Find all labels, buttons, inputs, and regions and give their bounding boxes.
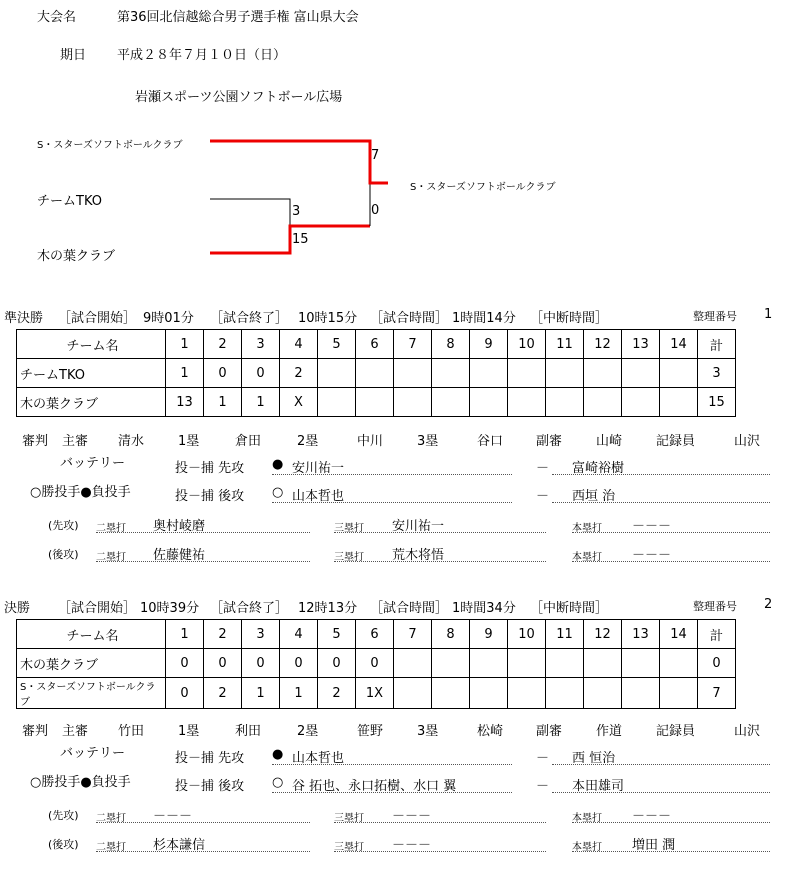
inning-score — [356, 388, 394, 417]
game1-scorer-label: 記録員 — [656, 434, 696, 449]
game2-sub-umpire: 作道 — [596, 724, 623, 739]
inning-score — [546, 388, 584, 417]
inning-score: 1X — [356, 678, 394, 709]
game2-hits1-double: －－－ — [153, 809, 193, 824]
game1-second-umpire: 中川 — [357, 434, 384, 449]
inning-header: 11 — [546, 330, 584, 359]
inning-score: 2 — [280, 359, 318, 388]
inning-score — [394, 649, 432, 678]
bracket-team-konoha: 木の葉クラブ — [37, 249, 116, 264]
inning-header: 2 — [204, 330, 242, 359]
inning-header: 6 — [356, 620, 394, 649]
game2-battery2-dash: － — [536, 779, 550, 794]
inning-score — [660, 359, 698, 388]
game2-sub-label: 副審 — [536, 724, 563, 739]
game2-end-label: ［試合終了］ — [210, 601, 289, 616]
game2-ref-no: 2 — [764, 597, 773, 612]
game1-third-umpire: 谷口 — [477, 434, 504, 449]
total-score: 7 — [698, 678, 736, 709]
game1-third-label: 3塁 — [417, 434, 439, 449]
scoreboard-header-row — [17, 620, 736, 649]
game1-hits2-hr-label: 本塁打 — [572, 552, 602, 563]
game2-duration: 1時間34分 — [452, 601, 516, 616]
inning-score — [318, 388, 356, 417]
game2-battery2-pitcher: 谷 拓也、永口拓樹、水口 翼 — [292, 779, 457, 794]
game2-hits2-hr-label: 本塁打 — [572, 842, 602, 853]
inning-header: 8 — [432, 330, 470, 359]
venue: 岩瀬スポーツ公園ソフトボール広場 — [135, 90, 343, 105]
bracket-lines — [0, 0, 800, 300]
team-header: チーム名 — [17, 620, 166, 649]
game2-scorer-label: 記録員 — [656, 724, 696, 739]
inning-header: 5 — [318, 620, 356, 649]
bracket-line-tko — [210, 199, 290, 226]
inning-score: 13 — [166, 388, 204, 417]
game2-hits2-triple: －－－ — [392, 838, 432, 853]
event-label: 大会名 — [37, 10, 77, 25]
game1-start-label: ［試合開始］ — [58, 311, 137, 326]
game1-hits2-double: 佐藤健祐 — [153, 548, 206, 563]
inning-score — [508, 359, 546, 388]
inning-score: 0 — [318, 649, 356, 678]
bracket-team-tko: チームTKO — [37, 194, 102, 209]
game2-interrupt-label: ［中断時間］ — [530, 601, 609, 616]
game1-battery1-mark: ● — [272, 457, 284, 472]
game1-hits2-double-label: 二塁打 — [96, 552, 126, 563]
game2-hits1-double-label: 二塁打 — [96, 813, 126, 824]
game2-start-label: ［試合開始］ — [58, 601, 137, 616]
inning-score — [660, 388, 698, 417]
game1-ref-no: 1 — [764, 307, 773, 322]
inning-score — [584, 359, 622, 388]
inning-score: 1 — [204, 388, 242, 417]
game2-battery1-dash: － — [536, 751, 550, 766]
game2-scorer: 山沢 — [734, 724, 761, 739]
inning-header: 2 — [204, 620, 242, 649]
inning-score — [318, 359, 356, 388]
inning-score: 0 — [280, 649, 318, 678]
game1-battery1-catcher: 富崎裕樹 — [572, 461, 625, 476]
inning-header: 12 — [584, 620, 622, 649]
game1-hits1-side: (先攻) — [48, 519, 79, 532]
game1-hits2-side: (後攻) — [48, 548, 79, 561]
game2-hits2-double: 杉本謙信 — [153, 838, 206, 853]
game1-plate-umpire: 清水 — [118, 434, 145, 449]
game1-round: 準決勝 — [4, 311, 44, 326]
inning-header: 3 — [242, 620, 280, 649]
game2-first-umpire: 利田 — [235, 724, 262, 739]
inning-score — [660, 678, 698, 709]
inning-score — [432, 649, 470, 678]
inning-header: 12 — [584, 330, 622, 359]
inning-score: 0 — [166, 649, 204, 678]
game2-battery1-label: 投－捕 先攻 — [175, 751, 245, 766]
game2-hits2-double-label: 二塁打 — [96, 842, 126, 853]
team-name: 木の葉クラブ — [17, 388, 166, 417]
game2-third-label: 3塁 — [417, 724, 439, 739]
game1-umpire-label: 審判 — [22, 434, 49, 449]
game1-battery2-mark: ○ — [272, 485, 284, 500]
game2-round: 決勝 — [4, 601, 31, 616]
game1-hits1-double-label: 二塁打 — [96, 523, 126, 534]
bracket-final-score-stars: 7 — [371, 148, 380, 163]
inning-header: 10 — [508, 330, 546, 359]
team-name: 木の葉クラブ — [17, 649, 166, 678]
scoreboard-header-row — [17, 330, 736, 359]
game2-battery2-label: 投－捕 後攻 — [175, 779, 245, 794]
inning-score — [470, 678, 508, 709]
bracket-team-stars: S・スターズソフトボールクラブ — [37, 140, 183, 151]
game2-hits1-triple: －－－ — [392, 809, 432, 824]
bracket-semi-score-konoha: 15 — [292, 232, 309, 247]
inning-score — [622, 388, 660, 417]
game2-battery1-pitcher: 山本哲也 — [292, 751, 345, 766]
bracket-semi-score-tko: 3 — [292, 204, 301, 219]
game2-hits1-triple-label: 三塁打 — [334, 813, 364, 824]
team-name: チームTKO — [17, 359, 166, 388]
game2-first-label: 1塁 — [178, 724, 200, 739]
inning-header: 6 — [356, 330, 394, 359]
game2-hits1-hr: －－－ — [632, 809, 672, 824]
game1-plate-label: 主審 — [62, 434, 89, 449]
inning-score — [584, 649, 622, 678]
game1-hits2-hr: －－－ — [632, 548, 672, 563]
inning-score: 0 — [356, 649, 394, 678]
game1-hits2-triple-label: 三塁打 — [334, 552, 364, 563]
inning-header: 7 — [394, 330, 432, 359]
inning-header: 9 — [470, 620, 508, 649]
game2-battery-label: バッテリー — [60, 746, 126, 761]
game2-battery2-mark: ○ — [272, 775, 284, 790]
total-score: 0 — [698, 649, 736, 678]
game2-battery2-catcher: 本田雄司 — [572, 779, 625, 794]
inning-score: 0 — [242, 359, 280, 388]
game1-first-label: 1塁 — [178, 434, 200, 449]
inning-score — [622, 678, 660, 709]
game1-end-label: ［試合終了］ — [210, 311, 289, 326]
inning-score — [508, 388, 546, 417]
game1-start: 9時01分 — [143, 311, 194, 326]
game2-duration-label: ［試合時間］ — [370, 601, 449, 616]
game2-hits2-triple-label: 三塁打 — [334, 842, 364, 853]
total-score: 3 — [698, 359, 736, 388]
date-value: 平成２８年７月１０日（日） — [117, 48, 287, 63]
game1-battery2-catcher: 西垣 治 — [572, 489, 616, 504]
game2-second-label: 2塁 — [297, 724, 319, 739]
table-row — [17, 649, 736, 678]
inning-header: 4 — [280, 620, 318, 649]
game1-battery2-pitcher: 山本哲也 — [292, 489, 345, 504]
game2-hits1-side: (先攻) — [48, 809, 79, 822]
inning-score — [584, 678, 622, 709]
game1-second-label: 2塁 — [297, 434, 319, 449]
inning-header: 9 — [470, 330, 508, 359]
inning-score: 2 — [318, 678, 356, 709]
game1-first-umpire: 倉田 — [235, 434, 262, 449]
inning-score — [432, 388, 470, 417]
inning-score: 1 — [166, 359, 204, 388]
bracket-winner: S・スターズソフトボールクラブ — [410, 182, 556, 193]
inning-header: 1 — [166, 330, 204, 359]
inning-score: 1 — [242, 678, 280, 709]
inning-header: 13 — [622, 330, 660, 359]
game2-umpire-label: 審判 — [22, 724, 49, 739]
game1-ref-label: 整理番号 — [693, 310, 737, 323]
inning-score — [356, 359, 394, 388]
game2-plate-label: 主審 — [62, 724, 89, 739]
total-header: 計 — [698, 620, 736, 649]
inning-header: 11 — [546, 620, 584, 649]
inning-score — [546, 678, 584, 709]
game2-end: 12時13分 — [298, 601, 358, 616]
game2-battery1-mark: ● — [272, 747, 284, 762]
inning-header: 10 — [508, 620, 546, 649]
bracket-line-konoha — [210, 226, 370, 253]
inning-score — [394, 678, 432, 709]
inning-score — [660, 649, 698, 678]
table-row — [17, 359, 736, 388]
game1-interrupt-label: ［中断時間］ — [530, 311, 609, 326]
game1-battery2-dash: － — [536, 489, 550, 504]
inning-score — [622, 359, 660, 388]
inning-score: 0 — [204, 359, 242, 388]
inning-score: 0 — [242, 649, 280, 678]
inning-score — [470, 388, 508, 417]
game1-scorer: 山沢 — [734, 434, 761, 449]
game1-scoreboard — [16, 329, 736, 417]
inning-score — [432, 678, 470, 709]
game1-duration: 1時間14分 — [452, 311, 516, 326]
team-header: チーム名 — [17, 330, 166, 359]
total-header: 計 — [698, 330, 736, 359]
event-name: 第36回北信越総合男子選手権 富山県大会 — [117, 10, 359, 25]
inning-header: 13 — [622, 620, 660, 649]
game1-end: 10時15分 — [298, 311, 358, 326]
team-name: S・スターズソフトボールクラブ — [17, 678, 166, 709]
inning-score — [584, 388, 622, 417]
inning-header: 8 — [432, 620, 470, 649]
game1-hits1-triple: 安川祐一 — [392, 519, 445, 534]
game2-start: 10時39分 — [140, 601, 200, 616]
game2-pitcher-legend: ○勝投手●負投手 — [30, 775, 131, 790]
game1-sub-umpire: 山崎 — [596, 434, 623, 449]
inning-score: 2 — [204, 678, 242, 709]
total-score: 15 — [698, 388, 736, 417]
bracket-final-score-konoha: 0 — [371, 203, 380, 218]
inning-score — [546, 649, 584, 678]
table-row — [17, 678, 736, 709]
inning-header: 7 — [394, 620, 432, 649]
inning-header: 14 — [660, 330, 698, 359]
inning-score — [508, 649, 546, 678]
game2-third-umpire: 松崎 — [477, 724, 504, 739]
inning-score — [546, 359, 584, 388]
game1-hits2-triple: 荒木将悟 — [392, 548, 445, 563]
inning-score — [470, 649, 508, 678]
game1-hits1-triple-label: 三塁打 — [334, 523, 364, 534]
game2-hits1-hr-label: 本塁打 — [572, 813, 602, 824]
game1-battery2-label: 投－捕 後攻 — [175, 489, 245, 504]
inning-score — [470, 359, 508, 388]
table-row — [17, 388, 736, 417]
inning-score — [394, 388, 432, 417]
game1-hits1-hr-label: 本塁打 — [572, 523, 602, 534]
game1-pitcher-legend: ○勝投手●負投手 — [30, 485, 131, 500]
inning-score — [508, 678, 546, 709]
game1-sub-label: 副審 — [536, 434, 563, 449]
inning-header: 14 — [660, 620, 698, 649]
game1-battery1-pitcher: 安川祐一 — [292, 461, 345, 476]
game1-battery1-label: 投－捕 先攻 — [175, 461, 245, 476]
inning-score — [622, 649, 660, 678]
date-label: 期日 — [60, 48, 87, 63]
inning-score: 1 — [242, 388, 280, 417]
game1-battery1-dash: － — [536, 461, 550, 476]
inning-score: 0 — [166, 678, 204, 709]
game1-duration-label: ［試合時間］ — [370, 311, 449, 326]
game1-hits1-double: 奥村崚磨 — [153, 519, 206, 534]
inning-header: 5 — [318, 330, 356, 359]
inning-header: 3 — [242, 330, 280, 359]
inning-score: 0 — [204, 649, 242, 678]
game2-second-umpire: 笹野 — [357, 724, 384, 739]
inning-score — [432, 359, 470, 388]
bracket-line-stars — [210, 141, 388, 183]
game1-hits1-hr: －－－ — [632, 519, 672, 534]
game1-battery-label: バッテリー — [60, 456, 126, 471]
game2-plate-umpire: 竹田 — [118, 724, 145, 739]
game2-scoreboard — [16, 619, 736, 709]
game2-hits2-hr: 増田 潤 — [632, 838, 676, 853]
game2-battery1-catcher: 西 恒治 — [572, 751, 616, 766]
inning-score: 1 — [280, 678, 318, 709]
inning-score: X — [280, 388, 318, 417]
inning-header: 4 — [280, 330, 318, 359]
game2-ref-label: 整理番号 — [693, 600, 737, 613]
inning-header: 1 — [166, 620, 204, 649]
inning-score — [394, 359, 432, 388]
game2-hits2-side: (後攻) — [48, 838, 79, 851]
